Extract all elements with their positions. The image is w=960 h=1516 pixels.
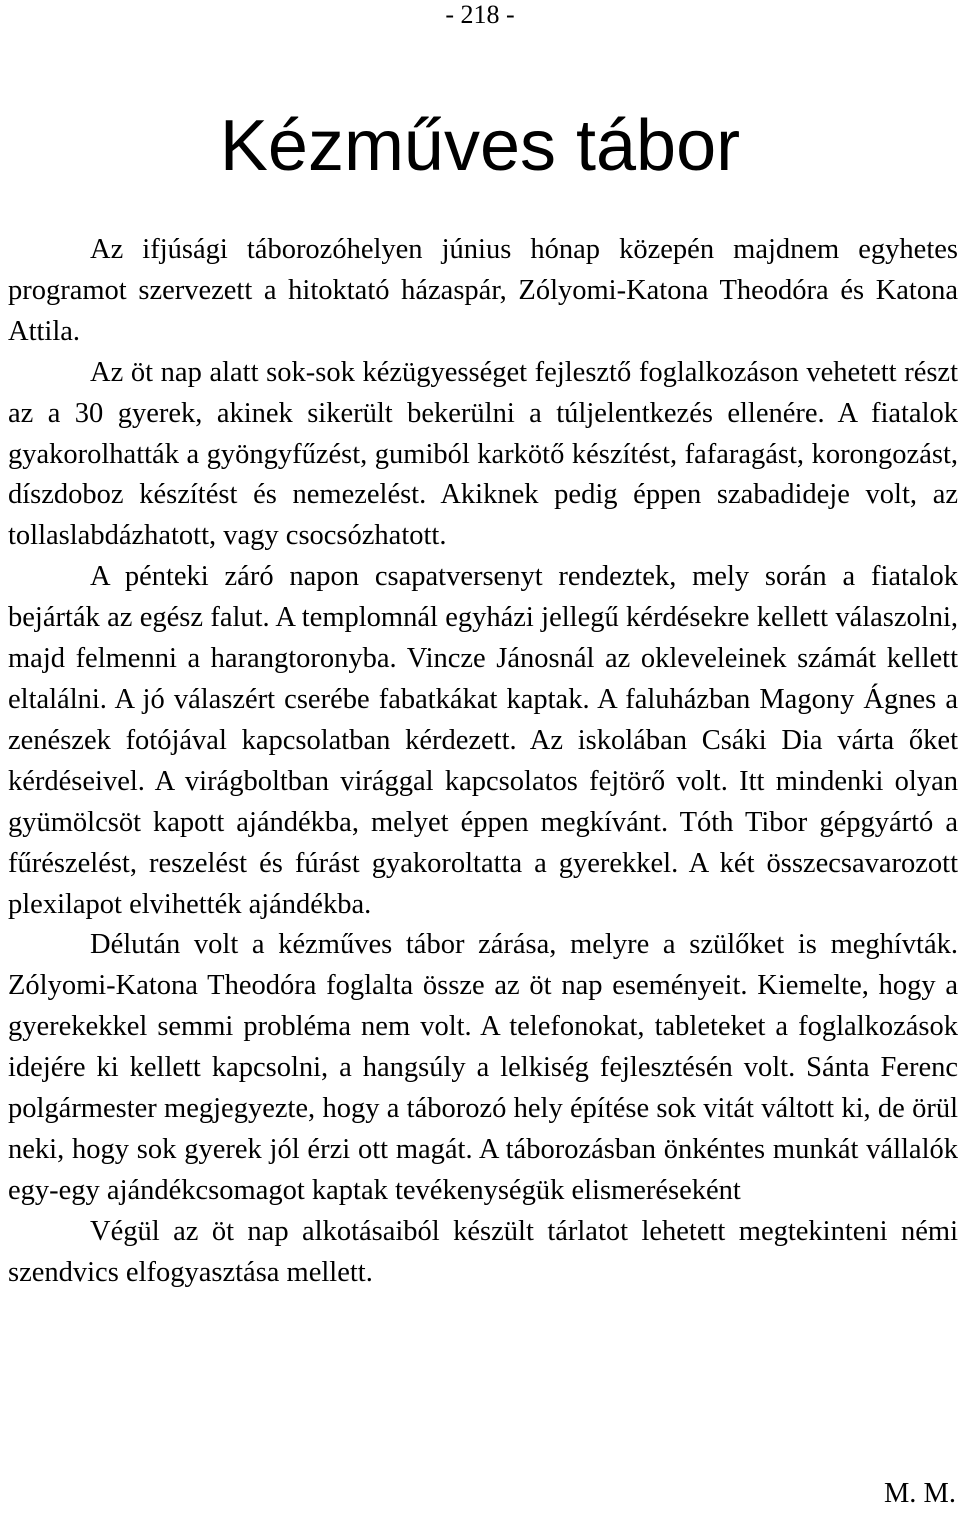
- paragraph-1: Az ifjúsági táborozóhelyen június hónap közepén majdnem egyhetes programot szervezett a hitoktató házaspár, Zólyomi-Katona Theodóra és Katona Attila.: [8, 234, 958, 347]
- paragraph-2: Az öt nap alatt sok-sok kézügyességet fejlesztő foglalkozáson vehetett részt az a 30 gyerek, akinek sikerült bekerülni a túljelentkezés ellenére. A fiatalok gyakorolhatták a gyöngyfűzést, gumiból karkötő készítést, fafaragást, korongozást, díszdoboz készítést és nemezelést. Akiknek pedig éppen szabadideje volt, az tollaslabdázhatott, vagy csocsózhatott.: [8, 356, 958, 552]
- article-title: Kézműves tábor: [219, 106, 741, 186]
- page-number: - 218 -: [445, 0, 515, 29]
- article-body: [8, 230, 958, 1294]
- paragraph-4: Délután volt a kézműves tábor zárása, melyre a szülőket is meghívták. Zólyomi-Katona Theodóra foglalta össze az öt nap eseményeit. Kiemelte, hogy a gyerekekkel semmi probléma nem volt. A telefonokat, tableteket a foglalkozások idejére ki kellett kapcsolni, a hangsúly a lelkiség fejlesztésén volt. Sánta Ferenc polgármester megjegyezte, hogy a táborozó hely építése sok vitát váltott ki, de örül neki, hogy sok gyerek jól érzi ott magát. A táborozásban önkéntes munkát vállalók egy-egy ajándékcsomagot kaptak tevékenységük elismeréseként: [8, 929, 958, 1206]
- author-signature: M. M.: [883, 1478, 956, 1509]
- paragraph-3: A pénteki záró napon csapatversenyt rendeztek, mely során a fiatalok bejárták az egész falut. A templomnál egyházi jellegű kérdésekre kellett válaszolni, majd felmenni a harangtoronyba. Vincze Jánosnál az okleveleinek számát kellett eltalálni. A jó válaszért cserébe fabatkákat kaptak. A faluházban Magony Ágnes a zenészek fotójával kapcsolatban kérdezett. Az iskolában Csáki Dia várta őket kérdéseivel. A virágboltban virággal kapcsolatos fejtörő volt. Itt mindenki olyan gyümölcsöt kapott ajándékba, melyet éppen megkívánt. Tóth Tibor gépgyártó a fűrészelést, reszelést és fúrást gyakoroltatta a gyerekkel. A két összecsavarozott plexilapot elvihették ajándékba.: [8, 561, 958, 920]
- paragraph-5: Végül az öt nap alkotásaiból készült tárlatot lehetett megtekinteni némi szendvics elfogyasztása mellett.: [8, 1215, 958, 1288]
